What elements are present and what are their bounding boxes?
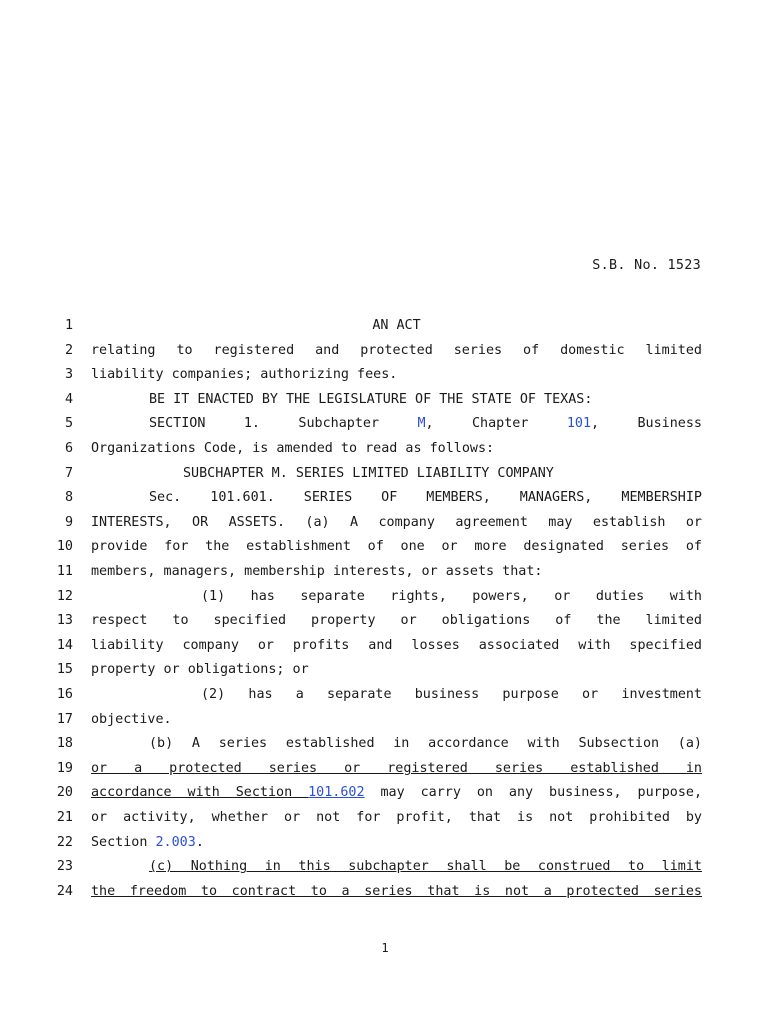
bill-line bbox=[91, 589, 702, 604]
line-number: 19 bbox=[56, 760, 73, 776]
line-text: accordance with Section bbox=[91, 785, 309, 801]
line-text: AN ACT bbox=[372, 318, 421, 333]
bill-line bbox=[91, 613, 702, 628]
line-text: may carry on any business, purpose, bbox=[364, 785, 703, 801]
line-text: the freedom to contract to a series that is not a protected series bbox=[91, 883, 702, 899]
line-text: (1) has separate rights, powers, or duties with bbox=[201, 588, 702, 604]
line-text: objective. bbox=[91, 711, 172, 727]
line-number: 4 bbox=[64, 391, 73, 407]
bill-line bbox=[91, 466, 702, 481]
line-number: 16 bbox=[56, 687, 73, 702]
line-text: . bbox=[195, 834, 204, 850]
line-text: INTERESTS, OR ASSETS. (a) A company agreement may establish or bbox=[91, 514, 702, 530]
line-number: 18 bbox=[56, 736, 73, 752]
bill-line bbox=[91, 662, 702, 677]
line-text: BE IT ENACTED BY THE LEGISLATURE OF THE STATE OF TEXAS: bbox=[149, 391, 593, 407]
line-text: provide for the establishment of one or more designated series of bbox=[91, 539, 702, 555]
code-reference-link[interactable]: 2.003 bbox=[155, 834, 196, 850]
line-text: or activity, whether or not for profit, that is not prohibited by bbox=[91, 810, 702, 825]
bill-line bbox=[91, 810, 702, 825]
line-number: 1 bbox=[64, 318, 73, 333]
line-number: 22 bbox=[56, 834, 73, 850]
line-text: SUBCHAPTER M. SERIES LIMITED LIABILITY COMPANY bbox=[183, 465, 554, 481]
line-number: 15 bbox=[56, 662, 73, 678]
line-number: 7 bbox=[64, 465, 73, 481]
bill-line bbox=[91, 859, 702, 874]
line-text: relating to registered and protected series of domestic limited bbox=[91, 342, 702, 358]
line-number: 12 bbox=[56, 588, 73, 604]
line-text: (2) has a separate business purpose or investment bbox=[201, 687, 702, 702]
bill-line bbox=[91, 736, 702, 751]
line-text: , Chapter bbox=[425, 416, 567, 432]
line-number: 17 bbox=[56, 711, 73, 727]
line-text: SECTION 1. Subchapter bbox=[149, 416, 418, 432]
line-number: 13 bbox=[56, 613, 73, 629]
bill-line bbox=[91, 884, 702, 899]
line-text: (b) A series established in accordance with Subsection (a) bbox=[149, 736, 702, 752]
line-number: 10 bbox=[56, 539, 73, 555]
line-text: , Business bbox=[591, 416, 702, 432]
line-number: 5 bbox=[64, 416, 73, 432]
bill-line bbox=[91, 712, 702, 727]
line-text: Organizations Code, is amended to read as follows: bbox=[91, 441, 495, 456]
line-text: liability company or profits and losses associated with specified bbox=[91, 637, 702, 653]
line-number: 14 bbox=[56, 637, 73, 653]
bill-number: S.B. No. 1523 bbox=[592, 258, 701, 273]
line-text: (c) Nothing in this subchapter shall be construed to limit bbox=[149, 859, 702, 875]
page-number: 1 bbox=[381, 941, 389, 955]
bill-line bbox=[91, 761, 702, 776]
bill-line bbox=[91, 318, 702, 333]
line-number: 8 bbox=[64, 490, 73, 506]
line-number: 2 bbox=[64, 342, 73, 358]
code-reference-link[interactable]: M bbox=[417, 416, 426, 432]
bill-line bbox=[91, 785, 702, 800]
line-text: respect to specified property or obligations of the limited bbox=[91, 613, 702, 629]
bill-line bbox=[91, 687, 702, 702]
bill-line bbox=[91, 441, 702, 456]
line-number: 6 bbox=[64, 441, 73, 456]
line-text: members, managers, membership interests, or assets that: bbox=[91, 564, 543, 579]
bill-line bbox=[91, 564, 702, 579]
line-text: liability companies; authorizing fees. bbox=[91, 367, 398, 383]
line-text: property or obligations; or bbox=[91, 662, 309, 678]
line-number: 11 bbox=[56, 564, 73, 579]
bill-line bbox=[91, 835, 702, 850]
line-number: 23 bbox=[56, 859, 73, 875]
code-reference-link[interactable]: 101 bbox=[566, 416, 592, 432]
bill-line bbox=[91, 539, 702, 554]
line-number: 9 bbox=[64, 514, 73, 530]
line-number: 21 bbox=[56, 810, 73, 825]
bill-line bbox=[91, 392, 702, 407]
bill-line bbox=[91, 416, 702, 431]
bill-line bbox=[91, 367, 702, 382]
line-number: 24 bbox=[56, 883, 73, 899]
bill-line bbox=[91, 638, 702, 653]
line-number: 3 bbox=[64, 367, 73, 383]
bill-line bbox=[91, 490, 702, 505]
line-text: or a protected series or registered series established in bbox=[91, 760, 702, 776]
line-text: Section bbox=[91, 834, 156, 850]
line-number: 20 bbox=[56, 785, 73, 801]
line-text: Sec. 101.601. SERIES OF MEMBERS, MANAGERS, MEMBERSHIP bbox=[149, 490, 702, 506]
bill-line bbox=[91, 515, 702, 530]
code-reference-link[interactable]: 101.602 bbox=[308, 785, 365, 801]
bill-line bbox=[91, 343, 702, 358]
